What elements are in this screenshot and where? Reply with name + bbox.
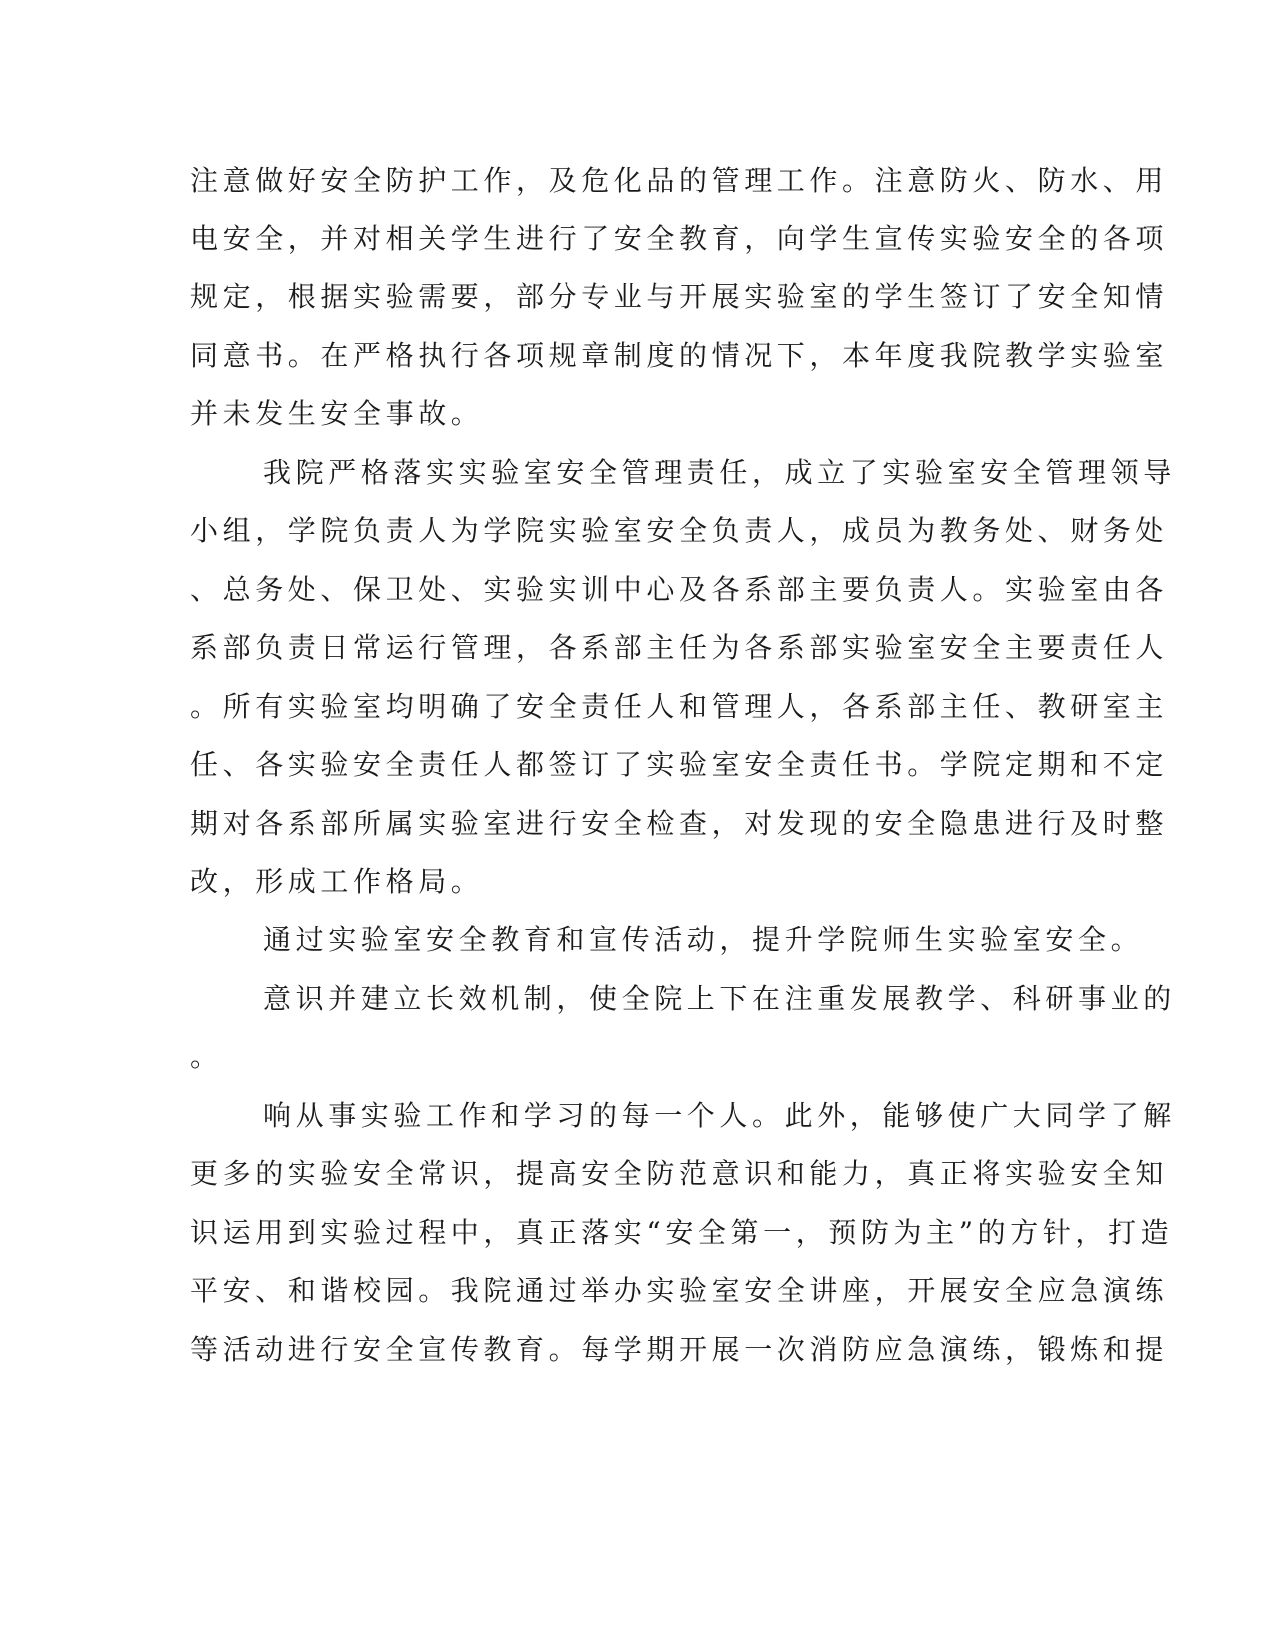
text-line: 。 (190, 1040, 223, 1073)
text-line: 、总务处、保卫处、实验实训中心及各系部主要负责人。实验室由各 (190, 573, 1169, 606)
text-line: 系部负责日常运行管理，各系部主任为各系部实验室安全主要责任人 (190, 631, 1169, 664)
text-line: 期对各系部所属实验室进行安全检查，对发现的安全隐患进行及时整 (190, 807, 1169, 840)
text-line: 小组，学院负责人为学院实验室安全负责人，成员为教务处、财务处 (190, 514, 1169, 547)
text-line: 意识并建立长效机制，使全院上下在注重发展教学、科研事业的 (263, 982, 1176, 1015)
text-line: 响从事实验工作和学习的每一个人。此外，能够使广大同学了解 (263, 1099, 1176, 1132)
text-line: 识运用到实验过程中，真正落实“安全第一，预防为主”的方针，打造 (190, 1216, 1174, 1249)
text-line: 等活动进行安全宣传教育。每学期开展一次消防应急演练，锻炼和提 (190, 1333, 1169, 1366)
text-line: 我院严格落实实验室安全管理责任，成立了实验室安全管理领导 (263, 456, 1176, 489)
text-line: 通过实验室安全教育和宣传活动，提升学院师生实验室安全。 (263, 923, 1144, 956)
text-line: 规定，根据实验需要，部分专业与开展实验室的学生签订了安全知情 (190, 280, 1169, 313)
text-line: 更多的实验安全常识，提高安全防范意识和能力，真正将实验安全知 (190, 1157, 1169, 1190)
text-line: 同意书。在严格执行各项规章制度的情况下，本年度我院教学实验室 (190, 339, 1169, 372)
text-line: 注意做好安全防护工作，及危化品的管理工作。注意防火、防水、用 (190, 164, 1169, 197)
text-line: 电安全，并对相关学生进行了安全教育，向学生宣传实验安全的各项 (190, 222, 1169, 255)
text-line: 。所有实验室均明确了安全责任人和管理人，各系部主任、教研室主 (190, 690, 1169, 723)
text-line: 并未发生安全事故。 (190, 397, 484, 430)
text-line: 平安、和谐校园。我院通过举办实验室安全讲座，开展安全应急演练 (190, 1274, 1169, 1307)
text-line: 任、各实验安全责任人都签订了实验室安全责任书。学院定期和不定 (190, 748, 1169, 781)
text-line: 改，形成工作格局。 (190, 865, 484, 898)
